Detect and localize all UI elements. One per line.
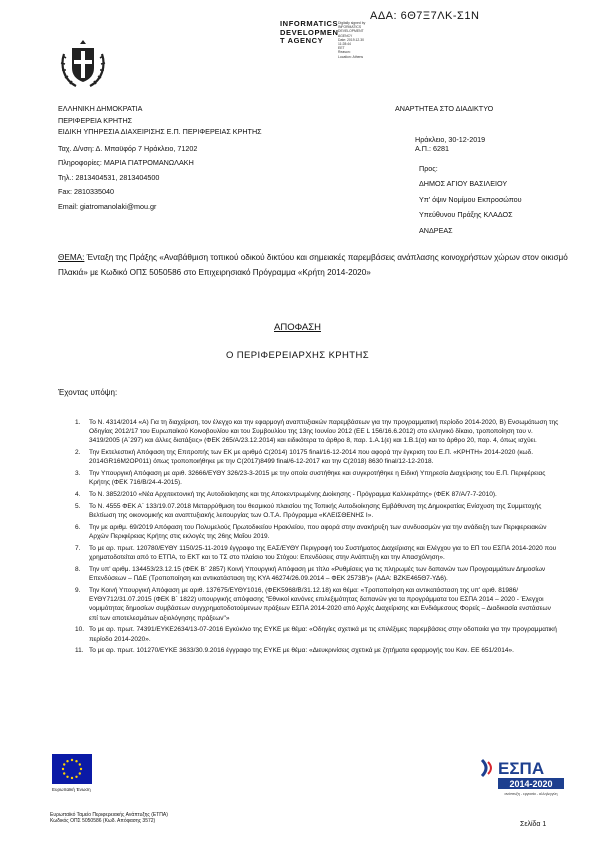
espa-motto: ανάπτυξη - εργασία - αλληλεγγύη [504, 792, 558, 796]
subject-label: ΘΕΜΑ: [58, 253, 85, 262]
signature-detail: Digitally signed by [338, 21, 366, 25]
eu-caption: Ευρωπαϊκή Ένωση [52, 787, 91, 792]
item-text: Την Κοινή Υπουργική Απόφαση με αριθ. 137675/ΕΥΘΥ1016, (ΦΕΚ5968/Β/31.12.18) και θέμα: «Τροποποίηση και αντικατάσταση της υπ' αριθ. 81986/ΕΥΘΥ712/31.07.2015 (ΦΕΚ Β΄ 1822) υπουργικής απόφασης "Εθνικοί κανόνες επιλεξιμότητας δαπανών για τα προγράμματα του ΕΣΠΑ 2014 – 2020 - Έλεγχοι νομιμότητας δημοσίων συμβάσεων συγχρηματοδοτούμενων πράξεων ΕΣΠΑ 2014-2020 από Αρχές Διαχείρισης και Ενδιάμεσους Φορείς – Διαδικασία ενστάσεων επί των αποτελεσμάτων αξιολόγησης πράξεων"» [89, 587, 551, 622]
item-number: 7. [75, 545, 81, 552]
item-text: Το με αρ. πρωτ. 120780/ΕΥΘΥ 1150/25-11-2019 έγγραφο της ΕΑΣ/ΕΥΘΥ Περιγραφή του Συστήματος Διαχείρισης και Ελέγχου για το ΕΠ του ΕΣΠΑ 2014-2020 που χρηματοδοτείται από το ΕΤΠΑ, το ΕΚΤ και το ΤΣ στο πλαίσιο του Στόχου: Επενδύσεις στην Ανάπτυξη και την Απασχόληση». [89, 545, 557, 562]
protocol-number: Α.Π.: 6281 [415, 143, 449, 153]
item-text: Την υπ' αριθμ. 134453/23.12.15 (ΦΕΚ Β΄ 2857) Κοινή Υπουργική Απόφαση με τίτλο «Ρυθμίσεις για τις πληρωμές των δαπανών των Προγραμμάτων Δημοσίων Επενδύσεων – ΠΔΕ (Τροποποίηση και αντικατάσταση της ΚΥΑ 46274/26.09.2014 – ΦΕΚ 2573Β')» (ΑΔΑ: ΒΖΚΕ465Θ7-ΥΔ6). [89, 566, 546, 583]
region-name: ΠΕΡΙΦΕΡΕΙΑ ΚΡΗΤΗΣ [58, 115, 133, 125]
item-number: 6. [75, 524, 81, 531]
footer-code: Κωδικός ΟΠΣ 5050586 (Κωδ. Απόφασης 3572) [50, 818, 156, 825]
item-text: Το Ν. 4555 ΦΕΚ Α΄ 133/19.07.2018 Μεταρρύθμιση του θεσμικού πλαισίου της Τοπικής Αυτοδιοίκησης Εμβάθυνση της Δημοκρατίας Ενίσχυση της Συμμετοχής Βελτίωση της οικονομικής και αναπτυξιακής λειτουργίας των Ο.Τ.Α. Πρόγραμμα «ΚΛΕΙΣΘΕΝΗΣ Ι». [89, 503, 542, 520]
item-number: 10. [75, 626, 85, 634]
espa-years: 2014-2020 [509, 779, 553, 789]
item-text: Το με αρ. πρωτ. 101270/ΕΥΚΕ 3633/30.9.2016 έγγραφο της ΕΥΚΕ με θέμα: «Διευκρινίσεις σχετικά με ζητήματα εφαρμογής του Καν. ΕΕ 651/2014». [89, 647, 514, 655]
list-item [75, 418, 560, 446]
fax-number: Fax: 2810335040 [58, 187, 114, 196]
signature-details [338, 21, 378, 59]
page-number: Σελίδα 1 [520, 821, 547, 828]
list-item [75, 544, 560, 562]
list-item [75, 469, 560, 487]
intro-text: Έχοντας υπόψη: [58, 388, 118, 397]
signature-detail: Date: 2019.12.30 [338, 37, 365, 42]
service-name: ΕΙΔΙΚΗ ΥΠΗΡΕΣΙΑ ΔΙΑΧΕΙΡΙΣΗΣ Ε.Π. ΠΕΡΙΦΕΡΕΙΑΣ ΚΡΗΤΗΣ [58, 127, 262, 136]
item-text: Το Ν. 4314/2014 «Α) Για τη διαχείριση, τον έλεγχο και την εφαρμογή αναπτυξιακών παρεμβάσεων για την προγραμματική περίοδο 2014-2020, Β) Ενσωμάτωση της Οδηγίας 2012/17 του Ευρωπαϊκού Κοινοβουλίου και του Συμβουλίου της 13ης Ιουνίου 2012 (ΕΕ L 156/16.6.2012) στο ελληνικό δίκαιο, τροποποίηση του ν. 3419/2005 (Α΄297) και άλλες διατάξεις» (ΦΕΚ 265/Α/23.12.2014) και ειδικότερα το άρθρο 8, παρ. 1.Α.1(ε) και 1.Β.1(α) και το άρθρο 20, παρ. 4, όπως ισχύει. [89, 419, 559, 445]
item-text: Την με αριθμ. 69/2019 Απόφαση του Πολυμελούς Πρωτοδικείου Ηρακλείου, που αφορά στην ανακήρυξη των συνδυασμών για την ανάδειξη των Περιφερειακών Αρχών Περιφέρειας Κρήτης στις εκλογές της 26ης Μαΐου 2019. [89, 524, 547, 541]
subject-paragraph [58, 250, 568, 280]
item-number: 3. [75, 470, 81, 478]
greek-coat-of-arms-icon [58, 38, 108, 90]
signer-line: DEVELOPMEN [280, 27, 339, 37]
espa-logo-icon [478, 758, 568, 798]
list-item [75, 523, 560, 541]
signature-detail: 11:28:44 [338, 42, 351, 47]
to-label: Προς: [419, 163, 438, 173]
posting-note: ΑΝΑΡΤΗΤΕΑ ΣΤΟ ΔΙΑΔΙΚΤΥΟ [395, 104, 494, 113]
signer-line: INFORMATICS [280, 19, 339, 28]
item-number: 5. [75, 503, 81, 510]
item-number: 4. [75, 491, 81, 499]
list-item [75, 586, 560, 623]
decision-title: ΑΠΟΦΑΣΗ [274, 322, 321, 333]
recipient-line: ΔΗΜΟΣ ΑΓΙΟΥ ΒΑΣΙΛΕΙΟΥ [419, 179, 508, 188]
recipient-line: Υπ' όψιν Νομίμου Εκπροσώπου [419, 194, 522, 204]
postal-address: Ταχ. Δ/νση: Δ. Μπαϋφόρ 7 Ηράκλειο, 71202 [58, 143, 198, 153]
list-item [75, 490, 560, 499]
document-date: Ηράκλειο, 30-12-2019 [415, 134, 486, 144]
decision-subtitle: Ο ΠΕΡΙΦΕΡΕΙΑΡΧΗΣ ΚΡΗΤΗΣ [225, 350, 370, 361]
item-number: 1. [75, 419, 81, 426]
signature-detail: EET [338, 46, 345, 51]
list-item [75, 646, 560, 655]
item-number: 11. [75, 647, 84, 655]
recipient-line: Υπεύθυνου Πράξης ΚΛΑΔΟΣ [419, 210, 513, 219]
email-address: Email: giatromanolaki@mou.gr [58, 201, 157, 211]
subject-text: Ένταξη της Πράξης «Αναβάθμιση τοπικού οδικού δικτύου και σημειακές παρεμβάσεις ανάπλασης κοινοχρήστων χώρων στον οικισμό Πλακιά» με Κωδικό ΟΠΣ 5050586 στο Επιχειρησιακό Πρόγραμμα «Κρήτη 2014-2020» [58, 253, 568, 277]
item-number: 9. [75, 587, 81, 594]
ada-code: ΑΔΑ: 6Θ7Ξ7ΛΚ-Σ1Ν [370, 10, 480, 22]
signer-line: T AGENCY [280, 36, 324, 46]
eu-flag-icon [52, 754, 92, 784]
list-item [75, 502, 560, 520]
list-item [75, 625, 560, 643]
sender-block [58, 103, 348, 212]
item-number: 8. [75, 566, 81, 573]
contact-person: Πληροφορίες: ΜΑΡΙΑ ΓΙΑΤΡΟΜΑΝΩΛΑΚΗ [58, 158, 194, 167]
digital-signature-stamp [280, 20, 340, 46]
item-number: 2. [75, 449, 81, 457]
item-text: Την Υπουργική Απόφαση με αριθ. 32666/ΕΥΘΥ 326/23-3-2015 με την οποία συστήθηκε και συγκροτήθηκε η Ειδική Υπηρεσία Διαχείρισης του Ε.Π. Περιφέρειας Κρήτης (ΦΕΚ 716/Β/24-4-2015). [89, 470, 546, 487]
signature-detail: INFORMATICS [338, 25, 362, 30]
signature-detail: Reason: [338, 50, 351, 55]
footer-fund: Ευρωπαϊκό Ταμείο Περιφερειακής Ανάπτυξης (ΕΤΠΑ) [50, 812, 168, 818]
list-item [75, 448, 560, 466]
signature-detail: DEVELOPMENT AGENCY [338, 29, 364, 38]
item-text: Την Εκτελεστική Απόφαση της Επιτροπής των ΕΚ με αριθμό C(2014) 10175 final/16-12-2014 που αφορά την έγκριση του Ε.Π. «ΚΡΗΤΗ» 2014-2020 (κωδ. 2014GR16M2OP011) όπως τροποποιήθηκε με την C(2017)8499 final/6-12-2017 και την C(2018) 8630 final/12-12-2018. [89, 449, 534, 466]
recipient-line: ΑΝΔΡΕΑΣ [419, 225, 453, 235]
recipient-block [395, 103, 585, 236]
list-item [75, 565, 560, 583]
item-text: Το Ν. 3852/2010 «Νέα Αρχιτεκτονική της Αυτοδιοίκησης και της Αποκεντρωμένης Διοίκησης - Πρόγραμμα Καλλικράτης» (ΦΕΚ 87/Α/7-7-2010). [89, 491, 497, 499]
footer-info [50, 812, 168, 825]
espa-wordmark: ΕΣΠΑ [498, 759, 545, 778]
signature-detail: Location: Athens [338, 54, 364, 59]
phone-numbers: Τηλ.: 2813404531, 2813404500 [58, 172, 160, 182]
item-text: Το με αρ. πρωτ. 74391/ΕΥΚΕ2634/13-07-2016 Εγκύκλιο της ΕΥΚΕ με θέμα: «Οδηγίες σχετικά με τις επιλέξιμες παρεμβάσεις στην οδοποιία για την προγραμματική περίοδο 2014-2020». [89, 626, 557, 643]
republic-name: ΕΛΛΗΝΙΚΗ ΔΗΜΟΚΡΑΤΙΑ [58, 104, 143, 113]
considerations-list [75, 418, 560, 658]
